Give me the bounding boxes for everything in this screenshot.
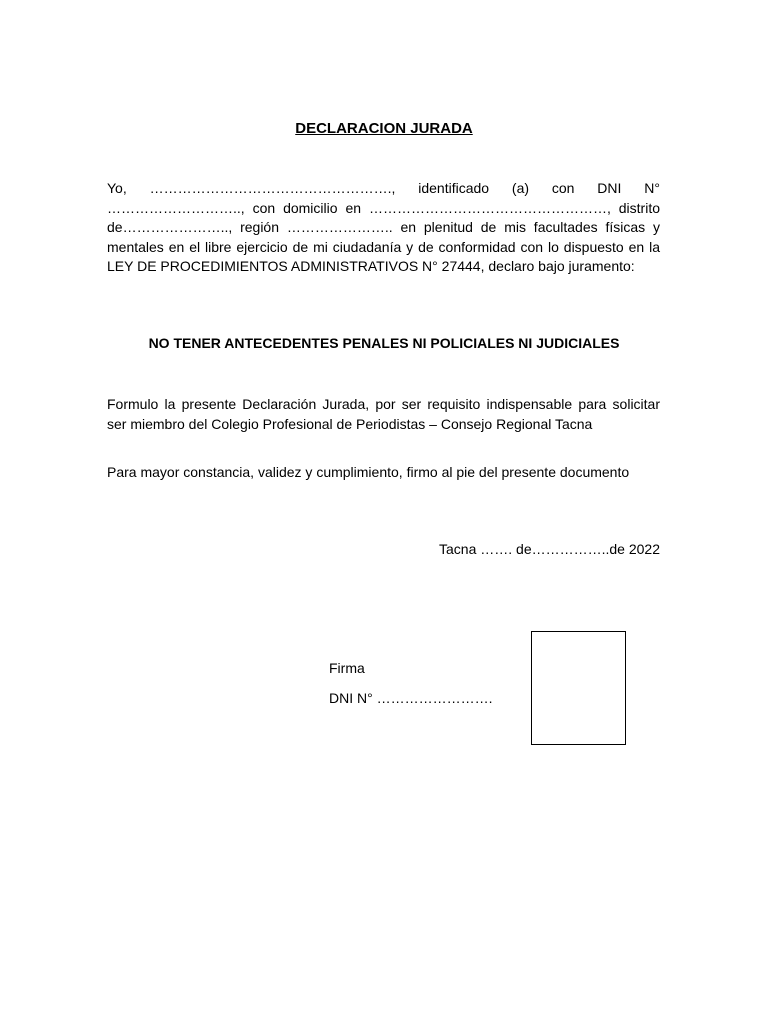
dni-line: DNI N° …………………….: [329, 690, 493, 706]
intro-paragraph: Yo, ……………………………………………., identificado (a) con DNI N° ……………………….., con domicilio en ……………………………………………, distrito de………………….., región ………………….. en plenitud de mis facultades físicas y mentales en el libre ejercicio de mi ciudadanía y de conformidad con lo dispuesto en la LEY DE PROCEDIMIENTOS ADMINISTRATIVOS N° 27444, declaro bajo juramento:: [107, 180, 660, 274]
purpose-paragraph: Formulo la presente Declaración Jurada, por ser requisito indispensable para solicitar ser miembro del Colegio Profesional de Periodistas – Consejo Regional Tacna: [107, 396, 660, 432]
declaration-statement: NO TENER ANTECEDENTES PENALES NI POLICIALES NI JUDICIALES: [148, 335, 620, 351]
date-line: Tacna ……. de……………..de 2022: [439, 541, 660, 557]
signature-label: Firma: [329, 660, 365, 676]
fingerprint-box: [531, 631, 626, 745]
document-title: DECLARACION JURADA: [295, 120, 473, 137]
closing-paragraph: Para mayor constancia, validez y cumplimiento, firmo al pie del presente documento: [107, 464, 630, 480]
